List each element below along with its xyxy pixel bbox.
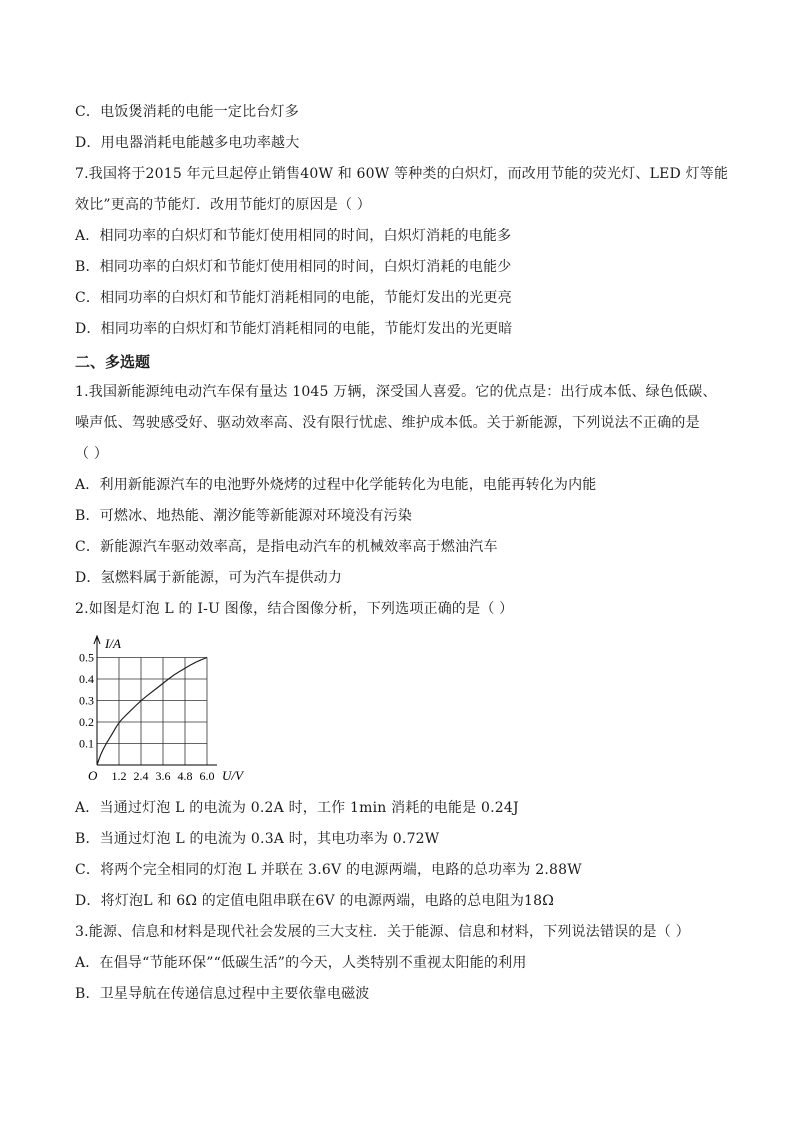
mq2-question: 2.如图是灯泡 L 的 I-U 图像，结合图像分析，下列选项正确的是（ ） xyxy=(75,601,514,617)
y-tick-label: 0.3 xyxy=(79,693,94,708)
mq1-option-a: A．利用新能源汽车的电池野外烧烤的过程中化学能转化为电能，电能再转化为内能 xyxy=(75,477,597,493)
origin-label: O xyxy=(88,768,98,783)
graph-grid xyxy=(97,658,207,766)
mq1-line-3: （ ） xyxy=(75,446,109,462)
mq3-question: 3.能源、信息和材料是现代社会发展的三大支柱．关于能源、信息和材料，下列说法错误的是（ ） xyxy=(75,924,690,940)
option-d-q7: D．相同功率的白炽灯和节能灯消耗相同的电能，节能灯发出的光更暗 xyxy=(75,321,513,337)
y-tick-label: 0.5 xyxy=(79,650,94,665)
mq1-option-d: D．氢燃料属于新能源，可为汽车提供动力 xyxy=(75,570,343,586)
section-heading: 二、多选题 xyxy=(75,353,151,371)
iu-graph xyxy=(70,630,270,788)
option-c-q6: C．电饭煲消耗的电能一定比台灯多 xyxy=(75,104,299,120)
x-tick-label: 3.6 xyxy=(155,769,171,783)
mq1-line-2: 噪声低、驾驶感受好、驱动效率高、没有限行忧虑、维护成本低。关于新能源，下列说法不正确的是 xyxy=(75,415,700,431)
y-axis-label: I/A xyxy=(105,636,121,651)
mq2-option-d: D．将灯泡L 和 6Ω 的定值电阻串联在6V 的电源两端，电路的总电阻为18Ω xyxy=(75,893,555,909)
mq1-line-1: 1.我国新能源纯电动汽车保有量达 1045 万辆，深受国人喜爱。它的优点是：出行成本低、绿色低碳、 xyxy=(75,384,717,400)
x-tick-label: 1.2 xyxy=(111,769,127,783)
option-d-q6: D．用电器消耗电能越多电功率越大 xyxy=(75,135,300,151)
y-tick-label: 0.1 xyxy=(79,736,94,751)
mq1-option-b: B．可燃冰、地热能、潮汐能等新能源对环境没有污染 xyxy=(75,508,413,524)
y-tick-label: 0.4 xyxy=(79,672,94,686)
option-c-q7: C．相同功率的白炽灯和节能灯消耗相同的电能，节能灯发出的光更亮 xyxy=(75,290,512,306)
x-tick-label: 4.8 xyxy=(177,769,193,783)
mq2-option-a: A．当通过灯泡 L 的电流为 0.2A 时，工作 1min 消耗的电能是 0.24J xyxy=(75,800,519,816)
option-b-q7: B．相同功率的白炽灯和节能灯使用相同的时间，白炽灯消耗的电能少 xyxy=(75,259,512,275)
x-tick-labels xyxy=(112,769,215,783)
iu-curve xyxy=(97,658,207,766)
y-tick-labels xyxy=(79,651,94,751)
mq3-option-b: B．卫星导航在传递信息过程中主要依靠电磁波 xyxy=(75,986,370,1002)
y-tick-label: 0.2 xyxy=(79,715,94,729)
mq3-option-a: A．在倡导“节能环保”“低碳生活”的今天，人类特别不重视太阳能的利用 xyxy=(75,955,527,971)
x-tick-label: 6.0 xyxy=(199,769,215,783)
mq2-option-b: B．当通过灯泡 L 的电流为 0.3A 时，其电功率为 0.72W xyxy=(75,831,440,847)
option-a-q7: A．相同功率的白炽灯和节能灯使用相同的时间，白炽灯消耗的电能多 xyxy=(75,228,512,244)
question-7-line-1: 7.我国将于2015 年元旦起停止销售40W 和 60W 等种类的白炽灯，而改用节能的荧光灯、LED 灯等能 xyxy=(75,166,729,182)
mq1-option-c: C．新能源汽车驱动效率高，是指电动汽车的机械效率高于燃油汽车 xyxy=(75,539,498,555)
x-tick-label: 2.4 xyxy=(133,769,149,783)
mq2-option-c: C．将两个完全相同的灯泡 L 并联在 3.6V 的电源两端，电路的总功率为 2.88W xyxy=(75,862,582,878)
x-axis-label: U/V xyxy=(222,768,243,783)
question-7-line-2: 效比”更高的节能灯．改用节能灯的原因是（ ） xyxy=(75,197,372,213)
